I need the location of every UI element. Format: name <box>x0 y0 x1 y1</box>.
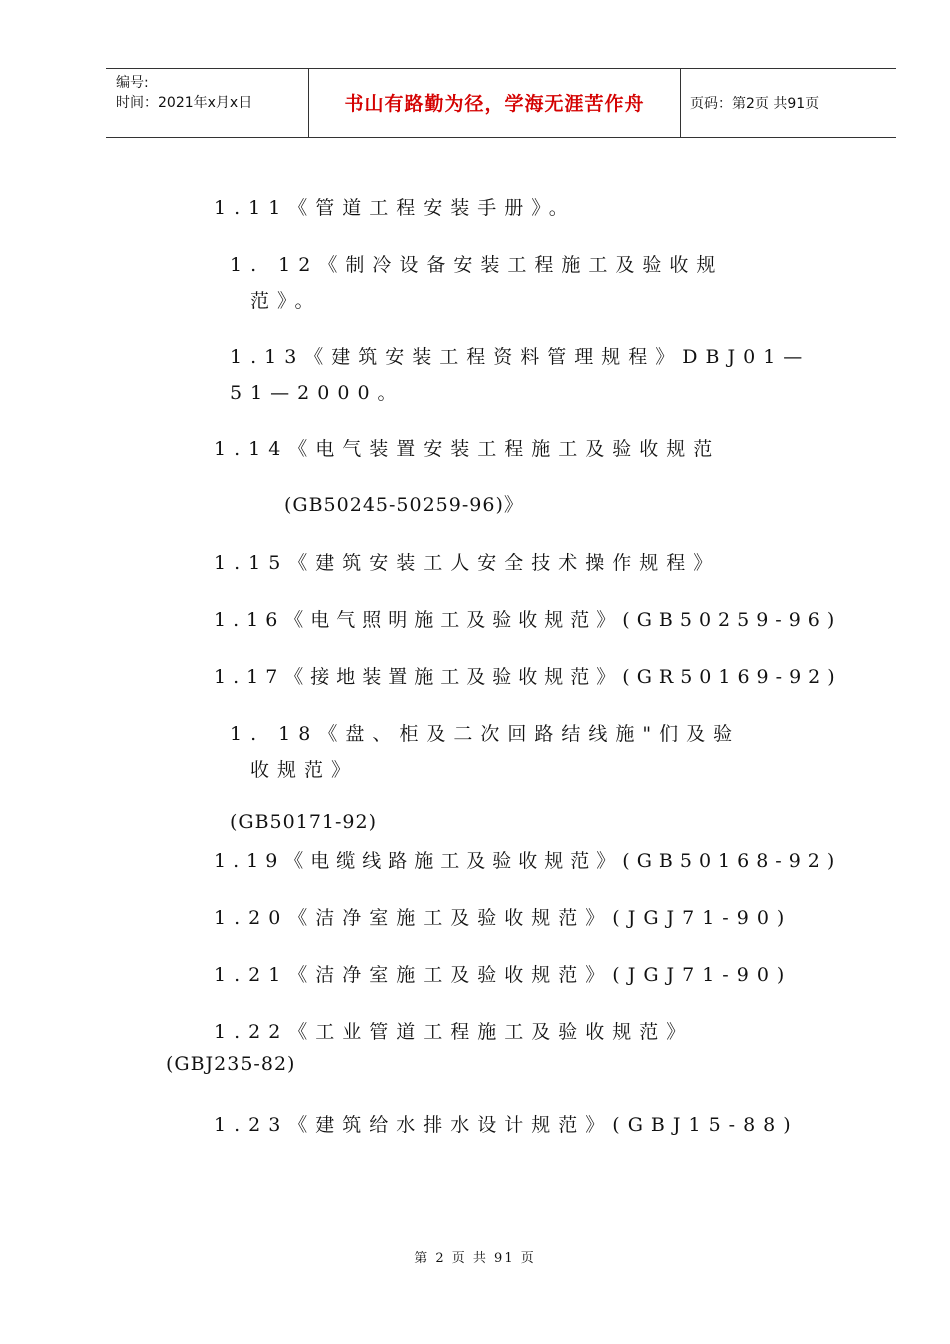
list-item-continuation: 收规范》 <box>250 759 359 781</box>
list-item: 1.16《电气照明施工及验收规范》(GB50259-96) <box>214 609 842 631</box>
header-meta <box>116 73 252 113</box>
serial-label: 编号: <box>116 75 149 91</box>
page-header <box>106 68 896 138</box>
list-item-continuation: 51—2000。 <box>230 382 405 404</box>
list-item: 1. 18《盘、柜及二次回路结线施"们及验 <box>230 723 741 745</box>
list-item: 1.19《电缆线路施工及验收规范》(GB50168-92) <box>214 850 842 872</box>
time-label: 时间：2021年x月x日 <box>116 95 253 111</box>
list-item: 1.14《电气装置安装工程施工及验收规范 <box>214 438 721 460</box>
list-item: 1.20《洁净室施工及验收规范》(JGJ71-90) <box>214 907 793 929</box>
list-item: 1.22《工业管道工程施工及验收规范》 <box>214 1021 694 1043</box>
list-item: 1.11《管道工程安装手册》。 <box>214 197 576 219</box>
list-item-continuation: (GB50171-92) <box>230 811 378 833</box>
list-item-continuation: (GB50245-50259-96)》 <box>284 494 524 516</box>
header-divider <box>680 69 681 137</box>
list-item: 1.13《建筑安装工程资料管理规程》DBJ01— <box>230 346 811 368</box>
list-item: 1.15《建筑安装工人安全技术操作规程》 <box>214 552 721 574</box>
header-motto: 书山有路勤为径，学海无涯苦作舟 <box>344 93 645 115</box>
page-footer: 第 2 页 共 91 页 <box>414 1251 536 1266</box>
list-item: 1. 12《制冷设备安装工程施工及验收规 <box>230 254 724 276</box>
list-item: 1.17《接地装置施工及验收规范》(GR50169-92) <box>214 666 842 688</box>
list-item: 1.21《洁净室施工及验收规范》(JGJ71-90) <box>214 964 793 986</box>
list-item-continuation: 范》。 <box>250 290 322 312</box>
list-item: 1.23《建筑给水排水设计规范》(GBJ15-88) <box>214 1114 799 1136</box>
header-page-info: 页码：第2页 共91页 <box>690 96 820 112</box>
list-item-continuation: (GBJ235-82) <box>166 1053 296 1075</box>
